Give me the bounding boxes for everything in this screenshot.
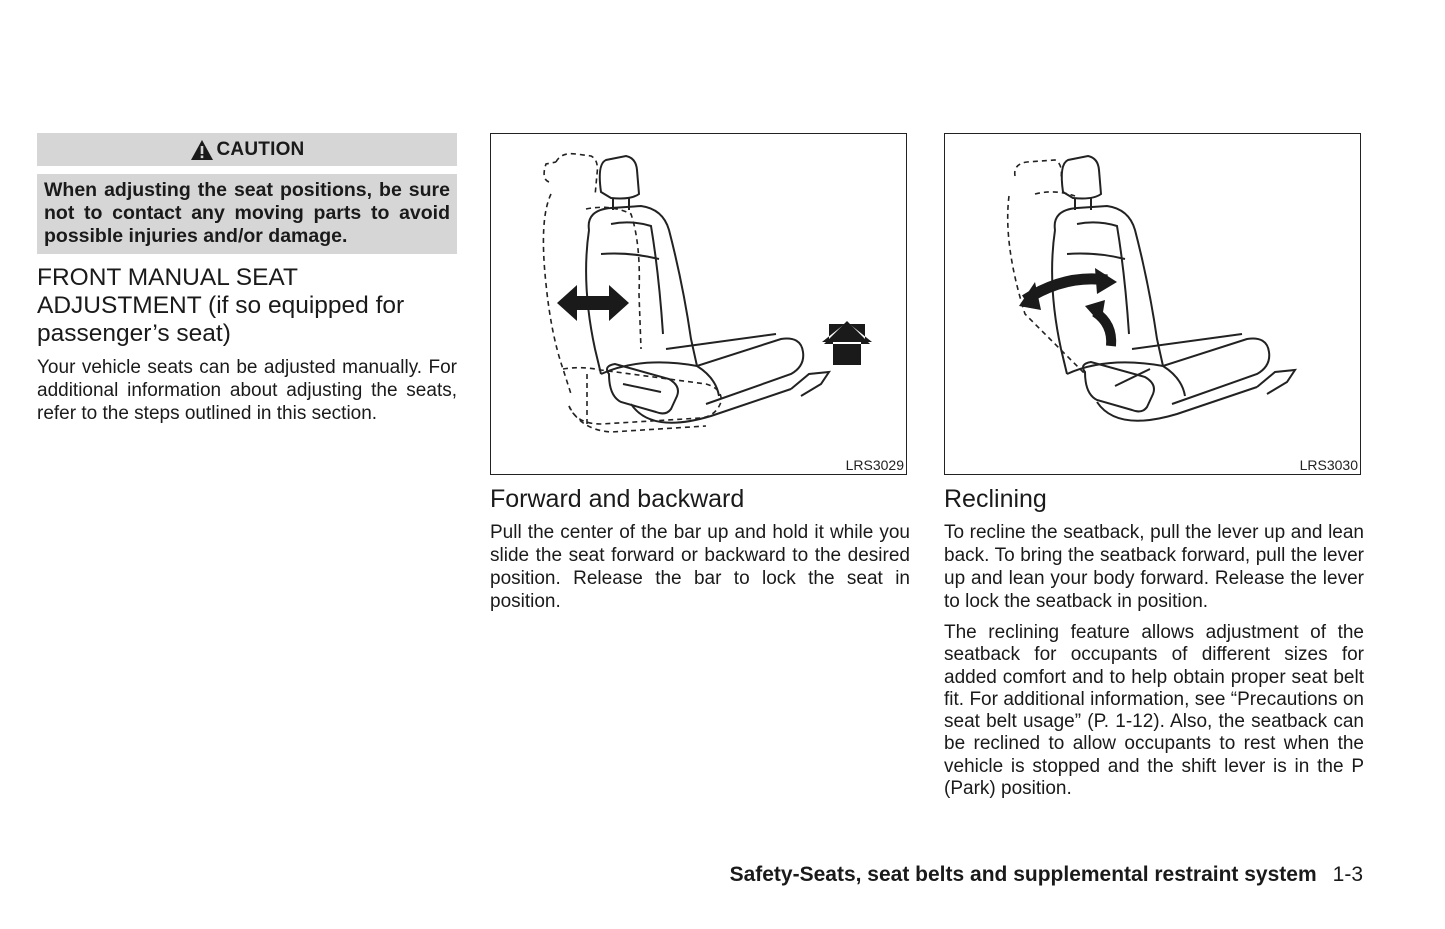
reclining-section: [944, 484, 1364, 800]
page-footer: [730, 862, 1363, 888]
forward-backward-heading: Forward and backward: [490, 485, 745, 513]
left-column: [37, 133, 457, 425]
forward-backward-section: [490, 484, 910, 613]
seat-slide-illustration: [491, 134, 905, 473]
section-title: FRONT MANUAL SEAT ADJUSTMENT (if so equipped for passenger’s seat): [37, 264, 405, 347]
warning-triangle-icon: [190, 139, 214, 161]
figure-code: LRS3030: [1299, 457, 1358, 473]
figure-code: LRS3029: [845, 457, 904, 473]
caution-header: [37, 133, 457, 166]
caution-label: CAUTION: [216, 138, 305, 160]
reclining-text-2: The reclining feature allows adjustment of the seatback for occupants of different sizes for added comfort and to help obtain proper seat belt fit. For additional information, see “Precautions on seat belt usage” (P. 1-12). Also, the seatback can be reclined to allow occupants to rest when the vehicle is stopped and the shift lever is in the P (Park) position.: [944, 622, 1364, 800]
page-number: 1-3: [1332, 863, 1363, 886]
caution-text: When adjusting the seat positions, be sure not to contact any moving parts to avoid possible injuries and/or damage.: [37, 174, 457, 254]
figure-seat-slide: [490, 133, 907, 475]
slide-arrow-icon: [557, 285, 629, 321]
seat-recline-illustration: [945, 134, 1359, 473]
reclining-heading: Reclining: [944, 485, 1047, 513]
forward-backward-text: Pull the center of the bar up and hold it while you slide the seat forward or backward to the desired position. Release the bar to lock the seat in position.: [490, 522, 910, 612]
section-intro: Your vehicle seats can be adjusted manually. For additional information about adjusting the seats, refer to the steps outlined in this section.: [37, 357, 457, 424]
chapter-title: Safety-Seats, seat belts and supplemental restraint system: [729, 863, 1317, 886]
reclining-text-1: To recline the seatback, pull the lever up and lean back. To bring the seatback forward, pull the lever up and lean your body forward. Release the lever to lock the seatback in position.: [944, 522, 1364, 612]
figure-seat-recline: [944, 133, 1361, 475]
